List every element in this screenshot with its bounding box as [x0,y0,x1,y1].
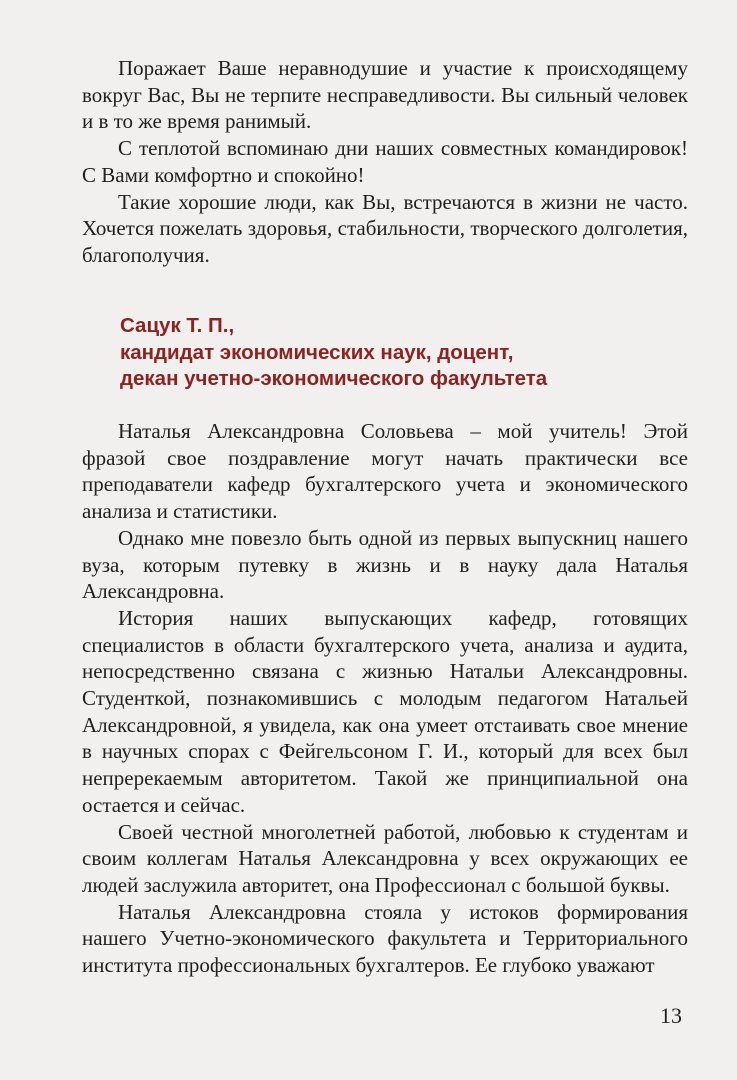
paragraph: Наталья Александровна Соловьева – мой учитель! Этой фразой свое поздравление могут начать практически все преподаватели кафедр бухгалтерского учета и экономического анализа и статистики. [82,419,688,524]
tribute-text-block [82,418,688,979]
intro-text-block [82,55,688,269]
author-position: декан учетно-экономического факультета [120,367,548,390]
paragraph: Своей честной многолетней работой, любовью к студентам и своим коллегам Наталья Александровна у всех окружающих ее людей заслужила авторитет, она Профессионал с большой буквы. [82,819,688,897]
paragraph: Однако мне повезло быть одной из первых выпускниц нашего вуза, которым путевку в жизнь и в науку дала Наталья Александровна. [82,525,688,604]
author-heading [120,313,680,393]
page-number: 13 [660,1003,682,1028]
paragraph: С теплотой вспоминаю дни наших совместных командировок! С Вами комфортно и спокойно! [82,136,688,187]
paragraph: Наталья Александровна стояла у истоков формирования нашего Учетно-экономического факультета и Территориального института профессиональных бухгалтеров. Ее глубоко уважают [82,899,688,978]
paragraph: Такие хорошие люди, как Вы, встречаются в жизни не часто. Хочется пожелать здоровья, стабильности, творческого долголетия, благополучия. [82,189,688,267]
author-name: Сацук Т. П., [120,314,235,337]
author-degree: кандидат экономических наук, доцент, [120,340,514,364]
paragraph: История наших выпускающих кафедр, готовящих специалистов в области бухгалтерского учета, анализа и аудита, непосредственно связана с жизнью Натальи Александровны. Студенткой, познакомившись с молодым педагогом Натальей Александровной, я увидела, как она умеет отстаивать свое мнение в научных спорах с Фейгельсоном Г. И., который для всех был непререкаемым авторитетом. Такой же принципиальной она остается и сейчас. [82,605,688,817]
paragraph: Поражает Ваше неравнодушие и участие к происходящему вокруг Вас, Вы не терпите несправедливости. Вы сильный человек и в то же время ранимый. [82,56,688,134]
